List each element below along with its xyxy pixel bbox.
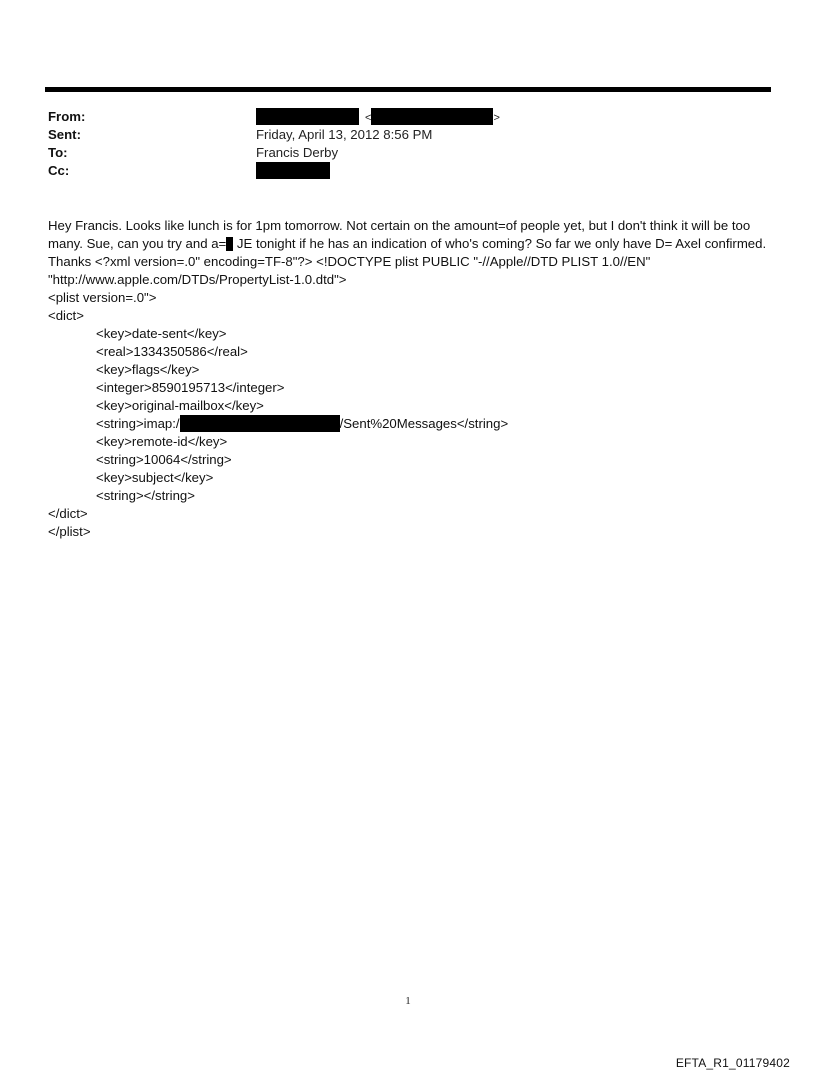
from-row (48, 108, 768, 126)
document-id: EFTA_R1_01179402 (675, 1056, 790, 1070)
from-label: From: (48, 109, 86, 124)
sent-row (48, 126, 768, 144)
from-value (256, 108, 500, 127)
cc-row (48, 162, 768, 180)
imap-prefix: <string>imap:/ (96, 416, 180, 431)
redacted-imap-address (180, 415, 340, 432)
redacted-cc (256, 162, 330, 179)
body-text-part2: JE tonight if he has an indication of who's coming? So far we only have D= Axel confirmed. Thanks <?xml version=.0" encoding=TF-8"?> <!DOCTYPE plist PUBLIC "-//Apple//DTD PLIST 1.0//EN" "http://www.apple.com/DTDs/PropertyList-1.0.dtd"> (48, 236, 767, 287)
to-value: Francis Derby (256, 145, 339, 160)
to-label: To: (48, 145, 68, 160)
body-paragraph (48, 217, 770, 289)
cc-label: Cc: (48, 163, 70, 178)
from-angle-open: < (365, 112, 372, 124)
redacted-sender-name (256, 108, 359, 125)
page-number: 1 (405, 995, 411, 1007)
integer-line: <integer>8590195713</integer> (96, 380, 285, 395)
to-row (48, 144, 768, 162)
string-empty-line: <string></string> (96, 488, 195, 503)
email-header (48, 108, 768, 180)
string-imap-line (48, 415, 770, 433)
email-body (48, 217, 770, 541)
sent-value: Friday, April 13, 2012 8:56 PM (256, 127, 433, 142)
real-line: <real>1334350586</real> (96, 344, 248, 359)
sent-label: Sent: (48, 127, 81, 142)
key-flags-line: <key>flags</key> (96, 362, 200, 377)
key-date-sent-line: <key>date-sent</key> (96, 326, 227, 341)
from-angle-close: > (493, 112, 500, 124)
dict-close-line: </dict> (48, 506, 88, 521)
plist-close-line: </plist> (48, 524, 91, 539)
key-subject-line: <key>subject</key> (96, 470, 214, 485)
header-rule (45, 87, 771, 92)
dict-open-line: <dict> (48, 308, 84, 323)
cc-value (256, 162, 330, 180)
key-remote-id-line: <key>remote-id</key> (96, 434, 228, 449)
imap-suffix: /Sent%20Messages</string> (339, 416, 509, 431)
string-remote-id-line: <string>10064</string> (96, 452, 232, 467)
key-original-mailbox-line: <key>original-mailbox</key> (96, 398, 264, 413)
plist-open-line: <plist version=.0"> (48, 290, 157, 305)
redacted-sender-email (371, 108, 493, 125)
body-text-part1: Hey Francis. Looks like lunch is for 1pm tomorrow. Not certain on the amount=of people yet, but I don't think it will be too many. Sue, can you try and a= (48, 218, 751, 251)
